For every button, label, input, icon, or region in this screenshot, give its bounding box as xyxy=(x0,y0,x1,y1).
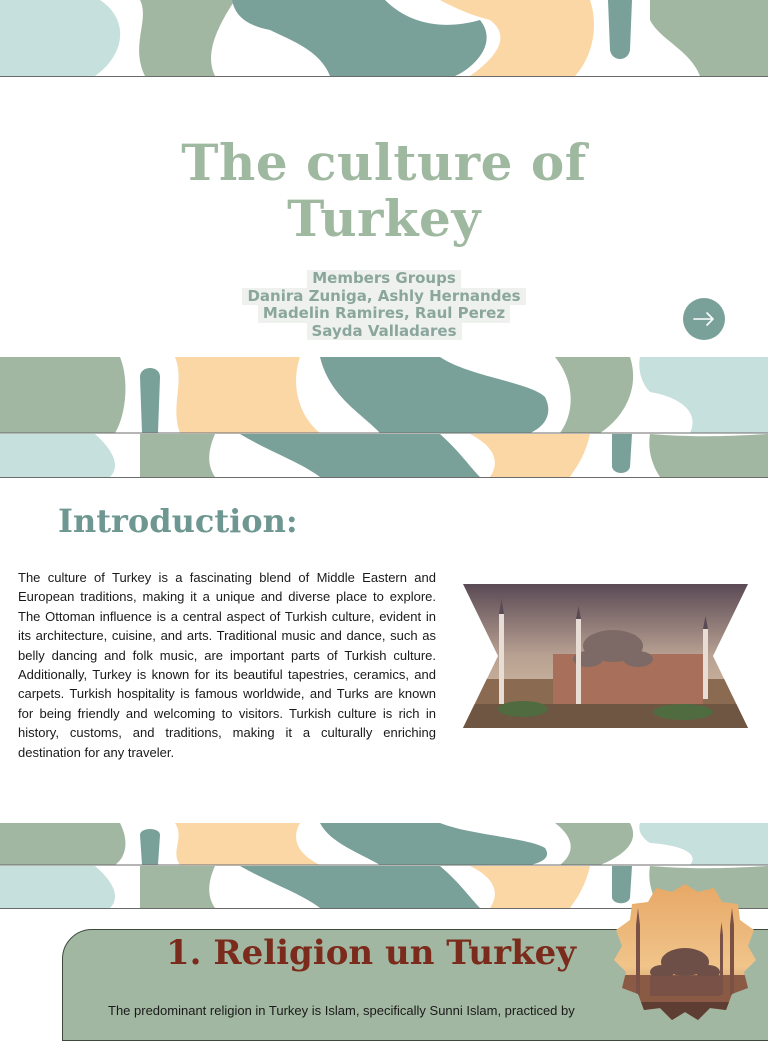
introduction-slide xyxy=(0,477,768,824)
religion-heading: 1. Religion un Turkey xyxy=(166,933,577,973)
hagia-sophia-photo xyxy=(463,584,748,728)
members-list xyxy=(0,270,768,340)
blue-mosque-badge-image xyxy=(610,880,760,1024)
religion-paragraph: The predominant religion in Turkey is Islam, specifically Sunni Islam, practiced by xyxy=(108,1003,575,1018)
decorative-wave-band-middle xyxy=(0,357,768,477)
member-line: Danira Zuniga, Ashly Hernandes xyxy=(242,288,525,306)
member-line: Sayda Valladares xyxy=(307,323,462,341)
introduction-heading: Introduction: xyxy=(58,502,298,540)
member-line: Madelin Ramires, Raul Perez xyxy=(258,305,510,323)
title-line-2: Turkey xyxy=(287,189,481,248)
page-title xyxy=(0,135,768,247)
next-slide-button[interactable] xyxy=(683,298,725,340)
decorative-wave-band-top xyxy=(0,0,768,76)
members-heading: Members Groups xyxy=(307,270,461,288)
arrow-right-icon xyxy=(693,312,715,326)
title-line-1: The culture of xyxy=(181,133,587,192)
cover-slide xyxy=(0,76,768,358)
introduction-paragraph: The culture of Turkey is a fascinating blend of Middle Eastern and European traditions, making it a unique and diverse place to explore. The Ottoman influence is a central aspect of Turkish culture, evident in its architecture, cuisine, and arts. Traditional music and dance, such as belly dancing and folk music, are important parts of Turkish culture. Additionally, Turkey is known for its beautiful tapestries, ceramics, and carpets. Turkish hospitality is famous worldwide, and Turks are known for being friendly and welcoming to visitors. Turkish culture is rich in history, customs, and traditions, making it a culturally enriching destination for any traveler. xyxy=(18,570,436,760)
